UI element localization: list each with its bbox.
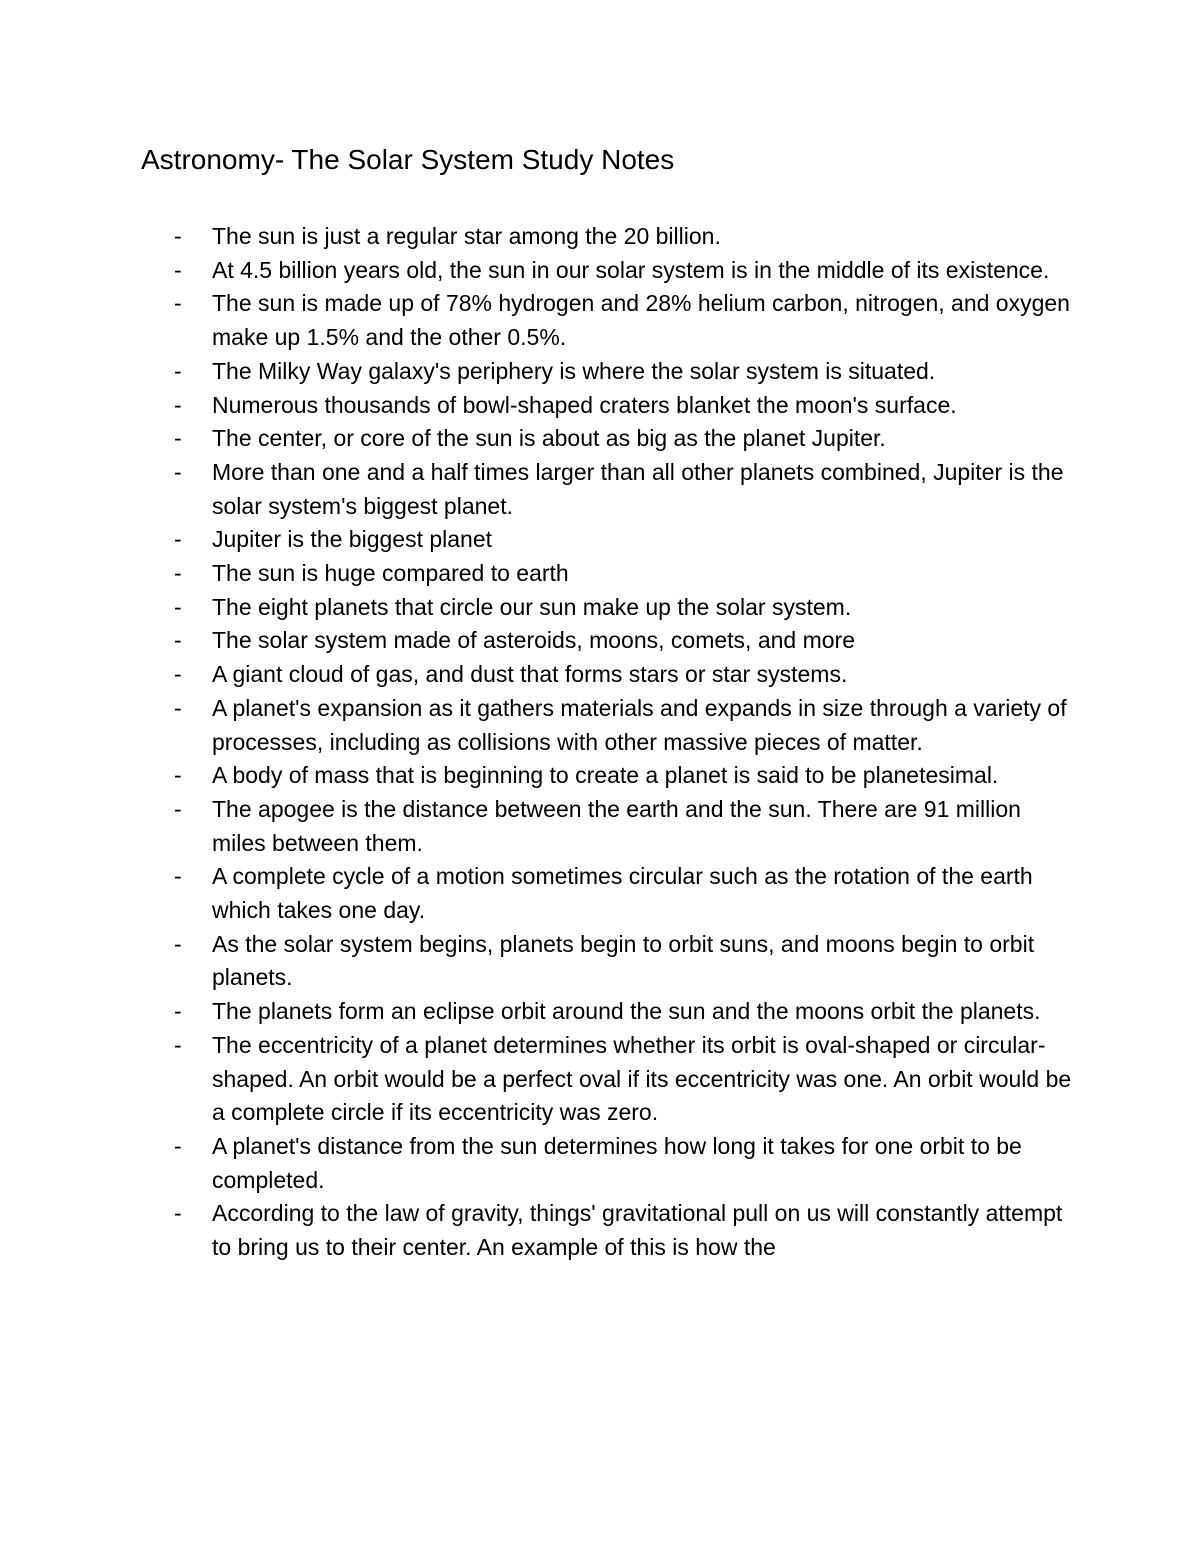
bullet-dash: -: [174, 661, 182, 688]
bullet-dash: -: [174, 223, 182, 249]
bullet-dash: -: [174, 863, 182, 890]
list-item: [0, 793, 1200, 860]
bullet-dash: -: [174, 425, 182, 452]
list-item: [0, 591, 1200, 625]
note-text: A planet's expansion as it gathers materials and expands in size through a variety of processes, including as collisions with other massive pieces of matter.: [212, 694, 1067, 755]
note-text: The eccentricity of a planet determines whether its orbit is oval-shaped or circular-shaped. An orbit would be a perfect oval if its eccentricity was one. An orbit would be a complete circle if its eccentricity was zero.: [212, 1031, 1072, 1126]
note-text: According to the law of gravity, things' gravitational pull on us will constantly attempt to bring us to their center. An example of this is how the: [212, 1200, 1063, 1261]
bullet-dash: -: [174, 1031, 182, 1058]
list-item: [0, 995, 1200, 1029]
list-item: [0, 759, 1200, 793]
note-text: A planet's distance from the sun determines how long it takes for one orbit to be completed.: [212, 1132, 1022, 1193]
bullet-dash: -: [174, 1132, 182, 1159]
list-item: [0, 557, 1200, 591]
note-text: At 4.5 billion years old, the sun in our solar system is in the middle of its existence.: [212, 256, 1050, 283]
bullet-dash: -: [174, 998, 182, 1025]
list-item: [0, 355, 1200, 389]
bullet-dash: -: [174, 694, 182, 721]
bullet-dash: -: [174, 930, 182, 957]
note-text: As the solar system begins, planets begin to orbit suns, and moons begin to orbit planets.: [212, 930, 1035, 991]
note-text: The eight planets that circle our sun make up the solar system.: [212, 593, 852, 620]
bullet-dash: -: [174, 762, 182, 789]
list-item: [0, 692, 1200, 759]
list-item: [0, 389, 1200, 423]
bullet-dash: -: [174, 627, 182, 654]
page-title: Astronomy- The Solar System Study Notes: [141, 144, 675, 175]
note-text: Numerous thousands of bowl-shaped craters blanket the moon's surface.: [212, 391, 957, 418]
note-text: Jupiter is the biggest planet: [212, 526, 493, 553]
note-text: A body of mass that is beginning to create a planet is said to be planetesimal.: [212, 762, 999, 789]
list-item: [0, 624, 1200, 658]
list-item: [0, 1029, 1200, 1130]
note-text: The center, or core of the sun is about as big as the planet Jupiter.: [212, 425, 886, 452]
note-text: A giant cloud of gas, and dust that forms stars or star systems.: [212, 661, 848, 688]
bullet-dash: -: [174, 290, 182, 317]
bullet-dash: -: [174, 256, 182, 283]
bullet-dash: -: [174, 526, 182, 553]
list-item: [0, 422, 1200, 456]
bullet-dash: -: [174, 357, 182, 384]
list-item: [0, 928, 1200, 995]
list-item: [0, 523, 1200, 557]
note-text: The solar system made of asteroids, moons, comets, and more: [212, 627, 855, 654]
note-text: The sun is just a regular star among the 20 billion.: [212, 223, 721, 249]
note-text: The Milky Way galaxy's periphery is where the solar system is situated.: [212, 357, 936, 384]
note-text: The sun is made up of 78% hydrogen and 28% helium carbon, nitrogen, and oxygen make up 1.5% and the other 0.5%.: [212, 290, 1070, 351]
list-item: [0, 456, 1200, 523]
note-text: The planets form an eclipse orbit around the sun and the moons orbit the planets.: [212, 998, 1041, 1025]
bullet-dash: -: [174, 1200, 182, 1227]
note-text: More than one and a half times larger than all other planets combined, Jupiter is the solar system's biggest planet.: [212, 458, 1064, 519]
notes-list: [0, 220, 1200, 1265]
bullet-dash: -: [174, 560, 182, 587]
bullet-dash: -: [174, 391, 182, 418]
note-text: A complete cycle of a motion sometimes circular such as the rotation of the earth which takes one day.: [212, 863, 1033, 924]
list-item: [0, 1130, 1200, 1197]
list-item: [0, 220, 1200, 254]
list-item: [0, 860, 1200, 927]
list-item: [0, 658, 1200, 692]
bullet-dash: -: [174, 593, 182, 620]
list-item: [0, 287, 1200, 354]
note-text: The apogee is the distance between the earth and the sun. There are 91 million miles between them.: [212, 795, 1021, 856]
list-item: [0, 254, 1200, 288]
bullet-dash: -: [174, 795, 182, 822]
note-text: The sun is huge compared to earth: [212, 560, 569, 587]
bullet-dash: -: [174, 458, 182, 485]
list-item: [0, 1197, 1200, 1264]
